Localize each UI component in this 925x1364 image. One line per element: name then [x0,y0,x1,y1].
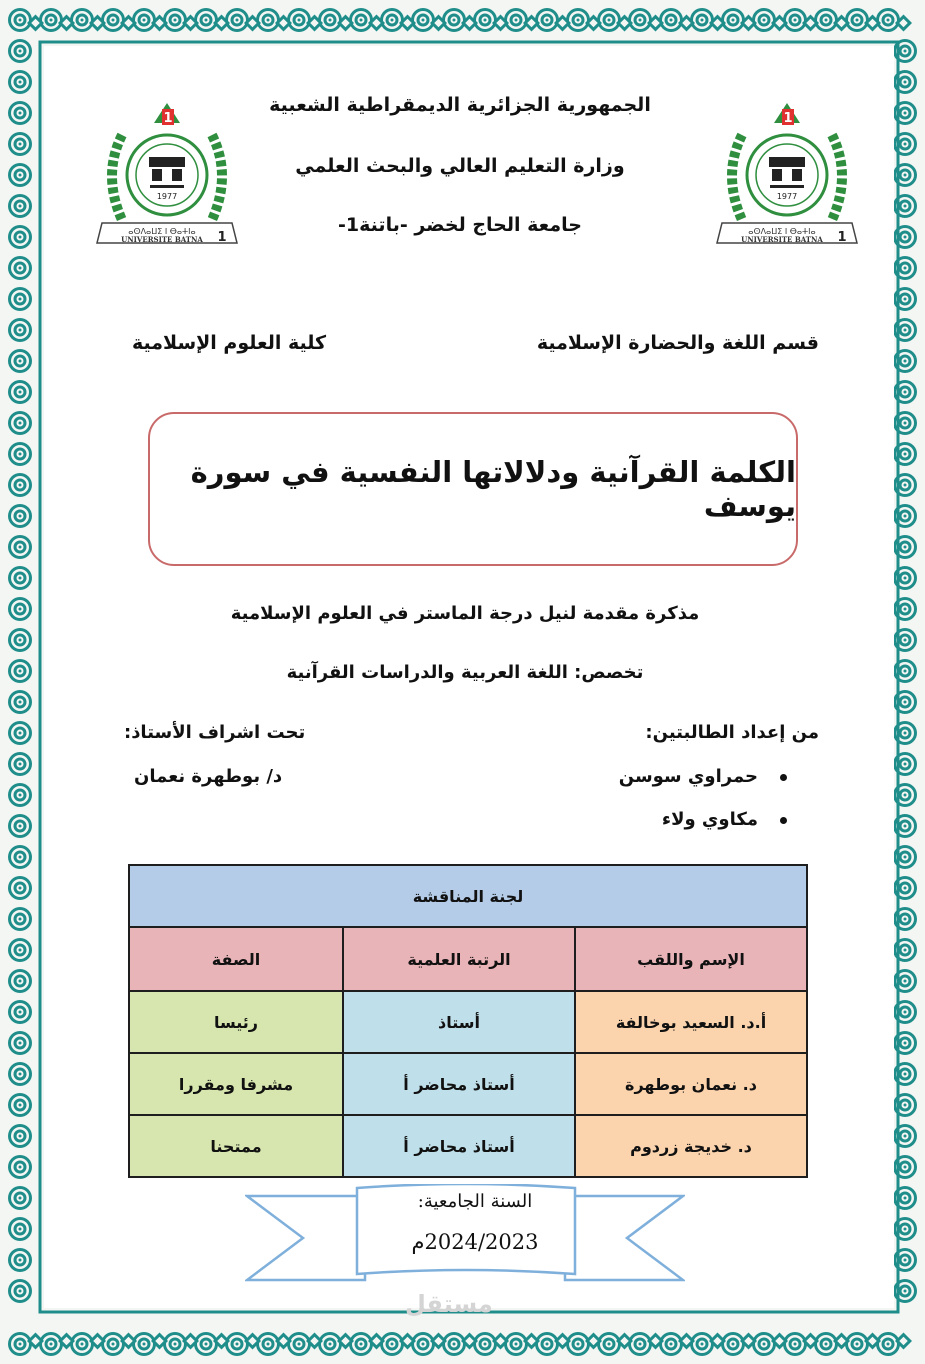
border-ornament-icon [8,1248,32,1272]
border-ornament-icon [8,628,32,652]
republic-line: الجمهورية الجزائرية الديمقراطية الشعبية [269,94,651,116]
border-ornament-icon [8,938,32,962]
border-ornament-icon [163,1332,187,1356]
border-ornament-icon [8,1217,32,1241]
border-ornament-icon [783,8,807,32]
faculty-name: كلية العلوم الإسلامية [132,332,327,354]
border-ornament-icon [8,814,32,838]
border-ornament-icon [39,8,63,32]
border-ornament-icon [8,1332,32,1356]
border-ornament-icon [8,1093,32,1117]
border-ornament-icon [39,1332,63,1356]
border-ornament-icon [535,1332,559,1356]
border-ornament-icon [8,504,32,528]
border-ornament-icon [256,8,280,32]
border-ornament-icon [8,845,32,869]
watermark: مستقل [405,1290,493,1318]
border-ornament-icon [504,8,528,32]
border-ornament-icon [659,1332,683,1356]
border-ornament-icon [287,1332,311,1356]
thesis-purpose: مذكرة مقدمة لنيل درجة الماستر في العلوم الإسلامية [230,603,700,624]
logo-year-left: 1977 [156,192,178,201]
border-ornament-icon [194,1332,218,1356]
border-ornament-icon [132,1332,156,1356]
border-ornament-icon [8,907,32,931]
border-ornament-icon [845,8,869,32]
border-ornament-icon [318,1332,342,1356]
bullet-icon [780,817,787,824]
border-ornament-icon [814,8,838,32]
border-ornament-icon [8,1000,32,1024]
border-ornament-icon [225,1332,249,1356]
thesis-title-box [148,412,798,566]
member-role: ممتحنا [129,1115,343,1177]
border-ornament-icon [659,8,683,32]
header-role: الصفة [129,927,343,991]
member-rank: أستاذ [343,991,575,1053]
logo-tifinagh-right: ⴰⵙⴷⴰⵡⵉ ⵏ ⴱⴰⵜⵏⴰ [748,227,816,236]
university-logo-right [712,95,862,260]
border-ornament-icon [8,1279,32,1303]
department-name: قسم اللغة والحضارة الإسلامية [536,332,819,354]
border-ornament-icon [8,163,32,187]
border-ornament-icon [8,380,32,404]
border-ornament-icon [163,8,187,32]
member-role: رئيسا [129,991,343,1053]
member-name: د. خديجة زردوم [575,1115,807,1177]
border-ornament-icon [8,8,32,32]
border-ornament-icon [8,473,32,497]
border-ornament-icon [380,1332,404,1356]
border-ornament-icon [70,8,94,32]
border-ornament-icon [8,349,32,373]
border-ornament-icon [690,1332,714,1356]
bullet-icon [780,774,787,781]
border-ornament-icon [194,8,218,32]
border-ornament-icon [411,1332,435,1356]
border-ornament-icon [783,1332,807,1356]
border-ornament-icon [8,1186,32,1210]
student-item [619,766,787,787]
border-ornament-icon [628,1332,652,1356]
border-ornament-icon [814,1332,838,1356]
border-ornament-icon [8,535,32,559]
header-rank: الرتبة العلمية [343,927,575,991]
member-rank: أستاذ محاضر أ [343,1053,575,1115]
border-ornament-icon [752,8,776,32]
header-name: الإسم واللقب [575,927,807,991]
border-ornament-icon [349,1332,373,1356]
border-ornament-icon [256,1332,280,1356]
member-rank: أستاذ محاضر أ [343,1115,575,1177]
border-ornament-icon [380,8,404,32]
border-ornament-icon [8,194,32,218]
border-ornament-icon [566,8,590,32]
table-row [129,991,807,1053]
academic-year-value: 2024/2023م [411,1230,539,1254]
border-ornament-icon [442,8,466,32]
border-ornament-icon [473,8,497,32]
border-ornament-icon [8,256,32,280]
member-name: د. نعمان بوطهرة [575,1053,807,1115]
logo-year-right: 1977 [776,192,798,201]
border-ornament-icon [845,1332,869,1356]
students-label: من إعداد الطالبتين: [645,722,819,743]
border-ornament-icon [8,411,32,435]
border-ornament-icon [8,566,32,590]
border-ornament-icon [8,659,32,683]
student-name: حمراوي سوسن [618,766,758,787]
border-ornament-icon [318,8,342,32]
border-ornament-icon [8,752,32,776]
table-row [129,1115,807,1177]
border-ornament-icon [349,8,373,32]
border-ornament-icon [8,101,32,125]
border-ornament-icon [442,1332,466,1356]
border-ornament-icon [597,8,621,32]
border-ornament-icon [70,1332,94,1356]
border-ornament-icon [132,8,156,32]
committee-table [128,864,808,1178]
border-ornament-icon [101,8,125,32]
border-ornament-icon [101,1332,125,1356]
academic-year-label: السنة الجامعية: [417,1191,533,1212]
border-ornament-icon [8,1155,32,1179]
committee-caption: لجنة المناقشة [129,865,807,927]
border-ornament-icon [8,287,32,311]
border-ornament-icon [8,969,32,993]
student-item [662,809,787,830]
border-ornament-icon [8,1031,32,1055]
border-ornament-icon [721,1332,745,1356]
member-name: أ.د. السعيد بوخالفة [575,991,807,1053]
border-ornament-icon [690,8,714,32]
border-ornament-icon [8,597,32,621]
logo-number-left: 1 [217,230,227,245]
logo-name-left: UNIVERSITE BATNA [121,235,203,244]
border-ornament-icon [8,1062,32,1086]
border-ornament-icon [876,8,900,32]
border-ornament-icon [8,318,32,342]
supervisor-label: تحت اشراف الأستاذ: [124,722,306,743]
border-ornament-icon [597,1332,621,1356]
border-ornament-icon [8,690,32,714]
border-ornament-icon [628,8,652,32]
border-ornament-icon [721,8,745,32]
border-ornament-icon [287,8,311,32]
logo-number-top-left: 1 [163,111,173,126]
logo-tifinagh-left: ⴰⵙⴷⴰⵡⵉ ⵏ ⴱⴰⵜⵏⴰ [128,227,196,236]
border-ornament-icon [473,1332,497,1356]
border-ornament-icon [8,225,32,249]
border-ornament-icon [225,8,249,32]
thesis-title: الكلمة القرآنية ودلالاتها النفسية في سورة يوسف [190,455,796,523]
border-ornament-icon [411,8,435,32]
border-ornament-icon [504,1332,528,1356]
university-logo-left [92,95,242,260]
member-role: مشرفا ومقررا [129,1053,343,1115]
logo-number-top-right: 1 [783,111,793,126]
border-ornament-icon [535,8,559,32]
border-ornament-icon [8,39,32,63]
border-ornament-icon [8,132,32,156]
border-ornament-icon [8,721,32,745]
logo-number-right: 1 [837,230,847,245]
supervisor-name: د/ بوطهرة نعمان [134,766,283,787]
table-row [129,1053,807,1115]
border-ornament-icon [8,1124,32,1148]
border-ornament-icon [8,442,32,466]
border-ornament-icon [8,783,32,807]
border-ornament-icon [876,1332,900,1356]
border-ornament-icon [566,1332,590,1356]
border-ornament-icon [8,70,32,94]
logo-name-right: UNIVERSITE BATNA [741,235,823,244]
university-line: جامعة الحاج لخضر -باتنة1- [338,214,582,236]
border-ornament-icon [752,1332,776,1356]
specialty-line: تخصص: اللغة العربية والدراسات القرآنية [286,662,644,683]
border-ornament-icon [8,876,32,900]
student-name: مكاوي ولاء [661,809,758,830]
ministry-line: وزارة التعليم العالي والبحث العلمي [295,155,625,177]
